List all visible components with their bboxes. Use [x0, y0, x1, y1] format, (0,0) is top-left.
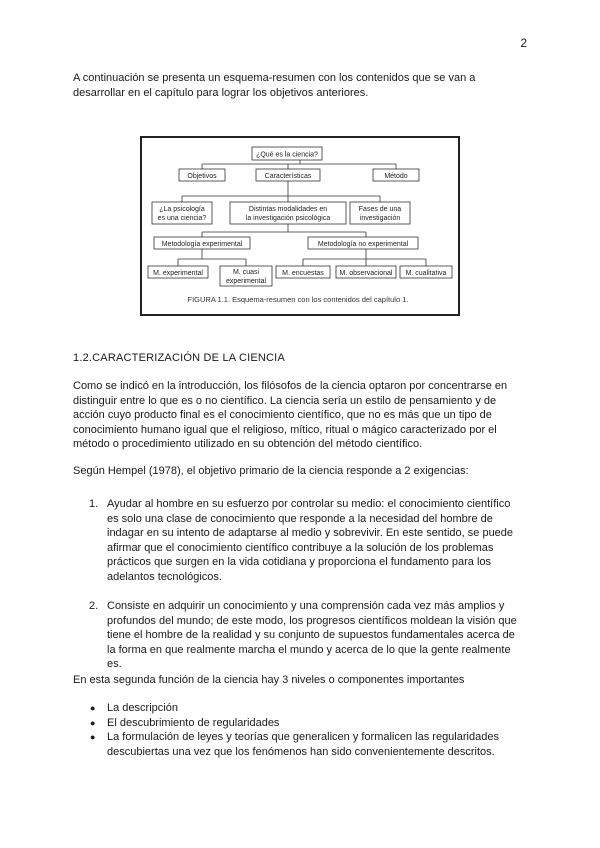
bullet-item	[73, 716, 523, 731]
node-modalidades-l2: la investigación psicológica	[245, 215, 331, 222]
numbered-list-2	[73, 599, 523, 672]
leaf-encuestas: M. encuestas	[282, 270, 324, 277]
numbered-item	[73, 599, 523, 672]
page-number: 2	[520, 36, 527, 50]
item-text: Consiste en adquirir un conocimiento y una comprensión cada vez más amplios y profundos del mundo; de este modo, los progresos científicos moldean la visión que tiene el hombre de la realidad y su conjunto de supuestos fundamentales acerca de la forma en que realmente marcha el mundo y acerca de lo que la gente realmente es.	[107, 600, 517, 671]
node-met-no-experimental: Metodología no experimental	[317, 241, 409, 248]
paragraph-3: En esta segunda función de la ciencia hay 3 niveles o componentes importantes	[73, 674, 465, 686]
node-fases-l2: investigación	[359, 215, 401, 222]
leaf-observacional: M. observacional	[339, 270, 393, 277]
bullet-list	[73, 701, 523, 759]
numbered-item	[73, 497, 523, 585]
node-caracteristicas: Características	[264, 173, 312, 180]
intro-paragraph: A continuación se presenta un esquema-resumen con los contenidos que se van a desarrollar en el capítulo para lograr los objetivos anteriores.	[73, 72, 476, 99]
section-heading: 1.2.CARACTERIZACIÓN DE LA CIENCIA	[73, 352, 285, 364]
item-number: 1.	[89, 498, 99, 510]
bullet-item	[73, 701, 523, 716]
bullet-icon: ●	[90, 717, 96, 728]
figure-caption: FIGURA 1.1. Esquema-resumen con los contenidos del capítulo 1.	[187, 295, 409, 304]
node-fases-l1: Fases de una	[358, 206, 402, 213]
node-psicologia-l1: ¿La psicología	[159, 206, 205, 213]
paragraph-2: Según Hempel (1978), el objetivo primario de la ciencia responde a 2 exigencias:	[73, 465, 469, 477]
item-number: 2.	[89, 600, 99, 612]
item-text: Ayudar al hombre en su esfuerzo por controlar su medio: el conocimiento científico es solo una clase de conocimiento que responde a la necesidad del hombre de indagar en su intento de adaptarse al medio y sobrevivir. En este sentido, se puede afirmar que el conocimiento científico contribuye a la solución de los problemas prácticos que surgen en la vida cotidiana y proporciona el fundamento para los adelantos tecnológicos.	[107, 498, 514, 583]
bullet-icon: ●	[90, 732, 96, 743]
node-met-experimental: Metodología experimental	[161, 241, 243, 248]
figure-scheme	[140, 136, 460, 316]
bullet-item	[73, 730, 523, 759]
leaf-cuasi-l1: M. cuasi	[232, 269, 260, 276]
leaf-cuasi-l2: experimental	[225, 278, 267, 285]
node-metodo: Método	[384, 173, 408, 180]
bullet-text: El descubrimiento de regularidades	[107, 716, 280, 729]
scheme-diagram	[142, 138, 458, 314]
node-psicologia-l2: es una ciencia?	[157, 215, 207, 222]
node-modalidades-l1: Distintas modalidades en	[248, 206, 328, 213]
bullet-text: La descripción	[107, 702, 178, 714]
paragraph-1: Como se indicó en la introducción, los filósofos de la ciencia optaron por concentrarse en distinguir entre lo que es o no científico. La ciencia sería un estilo de pensamiento y de acción cuyo producto final es el conocimiento científico, que no es más que un tipo de conocimiento humano igual que el religioso, mítico, ritual o mágico caracterizado por el método o procedimiento utilizado en su obtención del método científico.	[73, 380, 508, 451]
node-root: ¿Qué es la ciencia?	[256, 151, 318, 159]
bullet-text: La formulación de leyes y teorías que generalicen y formalicen las regularidades descubiertas una vez que los fenómenos han sido convenientemente descritos.	[107, 731, 499, 758]
leaf-cualitativa: M. cualitativa	[405, 270, 447, 277]
bullet-icon: ●	[90, 703, 96, 713]
node-objetivos: Objetivos	[187, 173, 217, 180]
leaf-experimental: M. experimental	[153, 270, 203, 277]
numbered-list-1	[73, 497, 523, 585]
